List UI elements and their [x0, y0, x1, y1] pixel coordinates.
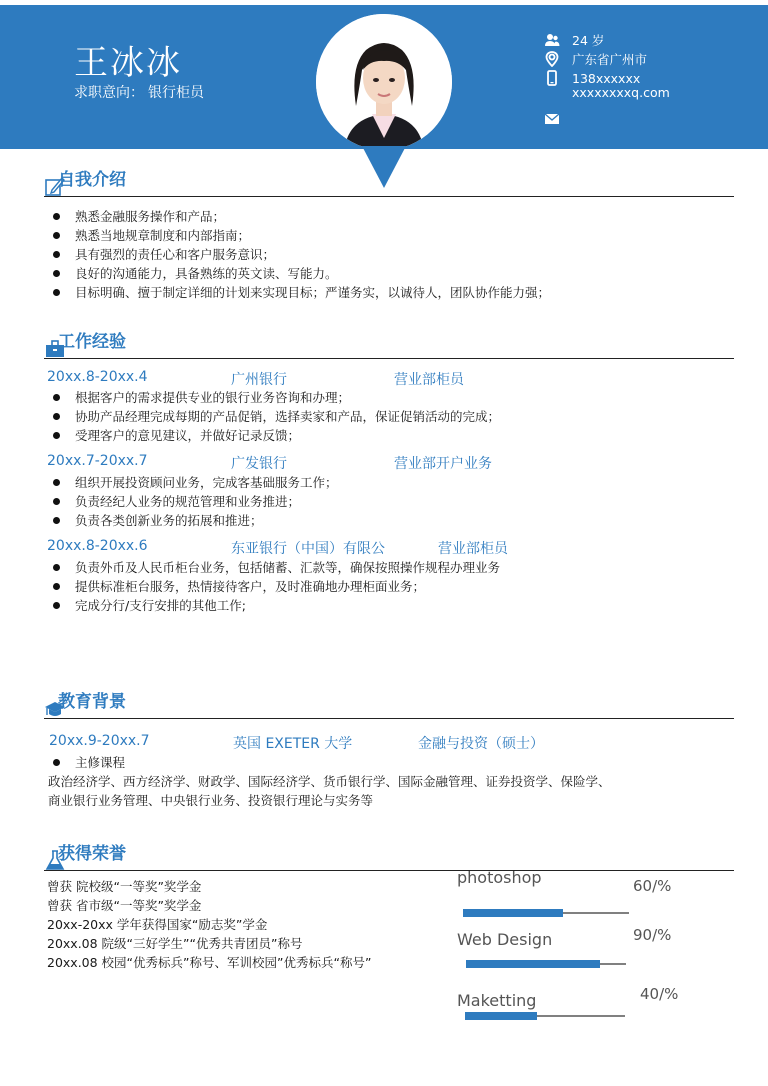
job-period: 20xx.7-20xx.7 [47, 453, 148, 469]
job-duties [47, 473, 338, 530]
job-period: 20xx.8-20xx.4 [47, 369, 148, 385]
list-item: 提供标准柜台服务，热情接待客户，及时准确地办理柜面业务； [47, 577, 500, 596]
contact-email-display: xxxxxxxxq.com [572, 85, 670, 100]
education-period: 20xx.9-20xx.7 [49, 733, 150, 749]
courses-line: 商业银行业务管理、中央银行业务、投资银行理论与实务等 [48, 793, 374, 808]
candidate-name: 王冰冰 [74, 43, 182, 83]
job-intent-value: 银行柜员 [148, 85, 204, 101]
skill-bar-track [463, 912, 629, 914]
list-item: 良好的沟通能力，具备熟练的英文读、写能力。 [47, 264, 550, 283]
education-courses-label [47, 753, 125, 772]
job-duties [47, 558, 500, 615]
job-intent-label: 求职意向： [74, 85, 144, 101]
education-school: 英国 EXETER 大学 [233, 736, 353, 752]
job-role: 营业部柜员 [394, 372, 464, 388]
contact-phone-text: 138xxxxxx [572, 71, 641, 86]
list-item: 受理客户的意见建议，并做好记录反馈； [47, 426, 500, 445]
list-item: 熟悉当地规章制度和内部指南； [47, 226, 550, 245]
list-item: 根据客户的需求提供专业的银行业务咨询和办理； [47, 388, 500, 407]
skill-name: Maketting [457, 991, 537, 1010]
education-courses [48, 772, 611, 810]
honor-item: 20xx.08 校园“优秀标兵”称号、军训校园”优秀标兵“称号” [47, 955, 372, 970]
location-pin-icon [544, 51, 560, 67]
self-intro-list [47, 207, 550, 302]
job-intent [74, 82, 204, 102]
skill-percent: 60/% [633, 877, 672, 895]
list-item: 完成分行/支行安排的其他工作; [47, 596, 500, 615]
contact-age [544, 31, 647, 50]
section-education [44, 683, 734, 719]
list-item: 熟悉金融服务操作和产品； [47, 207, 550, 226]
list-item: 目标明确、擅于制定详细的计划来实现目标；严谨务实，以诚待人，团队协作能力强； [47, 283, 550, 302]
skill-name: photoshop [457, 868, 542, 887]
portrait-image [316, 14, 452, 150]
contact-mail-row [544, 107, 647, 126]
job-duties [47, 388, 500, 445]
profile-photo [316, 14, 452, 150]
mail-icon [544, 111, 560, 127]
section-honors-title: 获得荣誉 [58, 844, 126, 864]
contact-location [544, 50, 647, 69]
list-item: 具有强烈的责任心和客户服务意识； [47, 245, 550, 264]
list-item: 主修课程 [47, 753, 125, 772]
skill-percent: 90/% [633, 926, 672, 944]
contact-block [544, 31, 647, 126]
honor-item: 曾获 省市级“一等奖”奖学金 [47, 898, 202, 913]
section-self-intro [44, 161, 734, 197]
education-major: 金融与投资（硕士） [418, 736, 544, 752]
job-role: 营业部柜员 [438, 541, 508, 557]
list-item: 协助产品经理完成每期的产品促销，选择卖家和产品，保证促销活动的完成； [47, 407, 500, 426]
section-self-intro-title: 自我介绍 [58, 170, 126, 190]
section-honors [44, 835, 734, 871]
contact-location-text: 广东省广州市 [572, 52, 648, 67]
job-period: 20xx.8-20xx.6 [47, 538, 148, 554]
contact-age-text: 24 岁 [572, 33, 605, 48]
job-company: 东亚银行（中国）有限公 [231, 541, 385, 557]
skill-bar-track [465, 1015, 625, 1017]
job-role: 营业部开户业务 [394, 456, 492, 472]
list-item: 负责外币及人民币柜台业务，包括储蓄、汇款等，确保按照操作规程办理业务 [47, 558, 500, 577]
section-education-title: 教育背景 [58, 692, 126, 712]
list-item: 负责经纪人业务的规范管理和业务推进； [47, 492, 338, 511]
honors-list [47, 877, 371, 972]
honor-item: 20xx.08 院级“三好学生”“优秀共青团员”称号 [47, 936, 303, 951]
skill-bar-fill [465, 1012, 537, 1020]
skill-name: Web Design [457, 930, 553, 949]
list-item: 负责各类创新业务的拓展和推进； [47, 511, 338, 530]
courses-line: 政治经济学、西方经济学、财政学、国际经济学、货币银行学、国际金融管理、证券投资学、保险学、 [48, 774, 611, 789]
section-experience-title: 工作经验 [58, 332, 126, 352]
skill-bar-fill [466, 960, 600, 968]
honor-item: 曾获 院校级“一等奖”奖学金 [47, 879, 202, 894]
skill-percent: 40/% [640, 985, 679, 1003]
list-item: 组织开展投资顾问业务，完成客基础服务工作； [47, 473, 338, 492]
user-icon [544, 32, 560, 48]
skill-bar-fill [463, 909, 563, 917]
skill-bar-track [466, 963, 626, 965]
section-experience [44, 323, 734, 359]
job-company: 广发银行 [231, 456, 287, 472]
honor-item: 20xx-20xx 学年获得国家“励志奖”学金 [47, 917, 268, 932]
job-company: 广州银行 [231, 372, 287, 388]
phone-icon [544, 70, 560, 86]
